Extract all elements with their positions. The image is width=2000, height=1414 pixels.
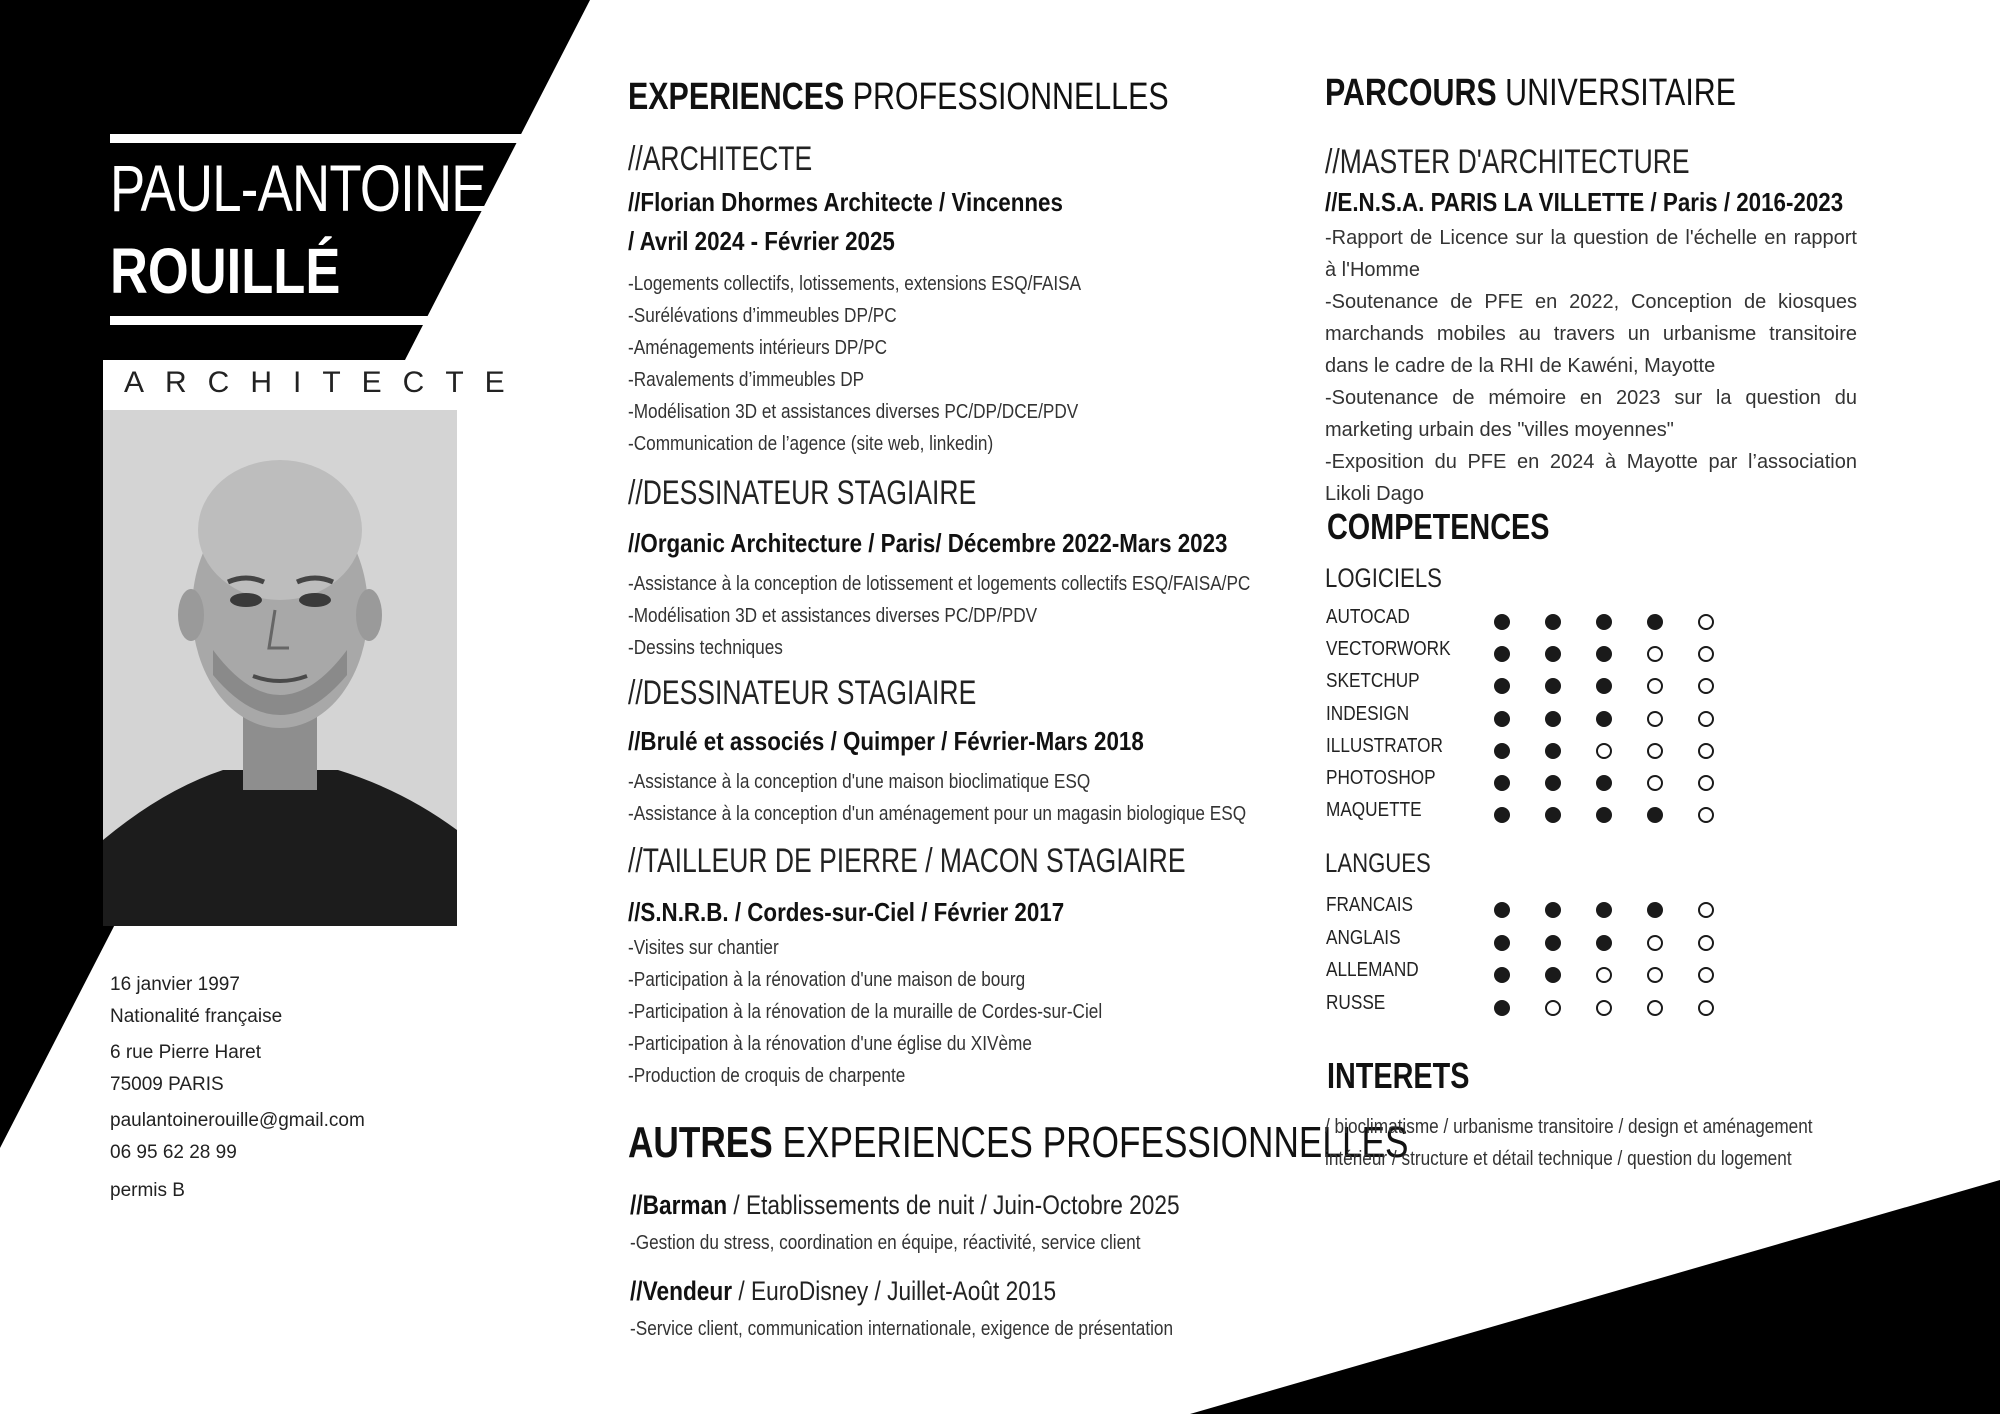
rating-dot-filled xyxy=(1494,967,1510,983)
rating-dot-empty xyxy=(1647,935,1663,951)
experience-tasks xyxy=(628,932,1179,1092)
profile-photo xyxy=(103,410,457,926)
experience-role: //DESSINATEUR STAGIAIRE xyxy=(628,674,977,712)
experiences-title-light: PROFESSIONNELLES xyxy=(852,76,1169,118)
rating-dot-filled xyxy=(1545,614,1561,630)
software-label: LOGICIELS xyxy=(1325,563,1442,593)
task-item: -Participation à la rénovation d'une maison de bourg xyxy=(628,969,1026,991)
rating-dot-filled xyxy=(1596,711,1612,727)
education-title xyxy=(1325,72,1736,115)
experiences-title-bold: EXPERIENCES xyxy=(628,76,845,118)
rating-dot-empty xyxy=(1647,711,1663,727)
phone[interactable]: 06 95 62 28 99 xyxy=(110,1142,237,1163)
other-experience-job xyxy=(630,1276,1056,1307)
education-item: -Rapport de Licence sur la question de l'échelle en rapport à l'Homme xyxy=(1325,227,1857,281)
experience-tasks xyxy=(628,568,1352,664)
skill-name: SKETCHUP xyxy=(1326,670,1420,693)
languages-label: LANGUES xyxy=(1325,848,1431,878)
rating-dot-empty xyxy=(1596,743,1612,759)
task-item: -Aménagements intérieurs DP/PC xyxy=(628,337,888,359)
skill-name: VECTORWORK xyxy=(1326,638,1451,661)
name-bottom-rule xyxy=(110,316,478,325)
task-item: -Visites sur chantier xyxy=(628,937,779,959)
rating-dot-empty xyxy=(1596,967,1612,983)
role-title: ARCHITECTE xyxy=(124,366,526,399)
task-item: -Surélévations d’immeubles DP/PC xyxy=(628,305,897,327)
rating-dot-empty xyxy=(1596,1000,1612,1016)
task-item: -Production de croquis de charpente xyxy=(628,1065,906,1087)
rating-dot-empty xyxy=(1647,967,1663,983)
bottom-right-black-corner xyxy=(1190,1180,2000,1414)
skill-name: ANGLAIS xyxy=(1326,926,1401,949)
address-line-1: 6 rue Pierre Haret xyxy=(110,1042,262,1063)
experience-tasks xyxy=(628,766,1347,830)
rating-dot-filled xyxy=(1596,775,1612,791)
rating-dot-empty xyxy=(1647,775,1663,791)
experience-company: //Organic Architecture / Paris/ Décembre 2022-Mars 2023 xyxy=(628,528,1228,558)
skill-name: RUSSE xyxy=(1326,991,1386,1014)
other-experience-desc: -Gestion du stress, coordination en équipe, réactivité, service client xyxy=(630,1232,1141,1254)
rating-dot-filled xyxy=(1545,902,1561,918)
rating-dot-filled xyxy=(1647,902,1663,918)
rating-dot-empty xyxy=(1647,1000,1663,1016)
experience-company: //S.N.R.B. / Cordes-sur-Ciel / Février 2017 xyxy=(628,897,1065,927)
skill-name: FRANCAIS xyxy=(1326,894,1413,916)
experience-role: //ARCHITECTE xyxy=(628,140,813,178)
rating-dot-empty xyxy=(1647,743,1663,759)
experience-company: //Brulé et associés / Quimper / Février-Mars 2018 xyxy=(628,726,1144,756)
education-school: //E.N.S.A. PARIS LA VILLETTE / Paris / 2016-2023 xyxy=(1325,187,1844,217)
rating-dot-filled xyxy=(1494,614,1510,630)
nationality: Nationalité française xyxy=(110,1006,283,1027)
task-item: -Assistance à la conception d'une maison bioclimatique ESQ xyxy=(628,771,1091,793)
task-item: -Participation à la rénovation de la muraille de Cordes-sur-Ciel xyxy=(628,1001,1103,1023)
skill-name: ILLUSTRATOR xyxy=(1326,734,1443,757)
portrait-image xyxy=(103,410,457,926)
experience-tasks xyxy=(628,268,1155,460)
experience-role: //TAILLEUR DE PIERRE / MACON STAGIAIRE xyxy=(628,842,1186,880)
interests-title-text: INTERETS xyxy=(1327,1055,1470,1096)
education-title-bold: PARCOURS xyxy=(1325,72,1497,114)
education-item: -Soutenance de mémoire en 2023 sur la question du marketing urbain des "villes moyennes" xyxy=(1325,387,1857,441)
task-item: -Dessins techniques xyxy=(628,637,783,659)
job-details: / EuroDisney / Juillet-Août 2015 xyxy=(732,1276,1057,1306)
experience-role: //DESSINATEUR STAGIAIRE xyxy=(628,474,977,512)
rating-dot-filled xyxy=(1494,711,1510,727)
birthdate: 16 janvier 1997 xyxy=(110,974,240,995)
driving-license: permis B xyxy=(110,1180,185,1201)
competences-title xyxy=(1327,506,1549,548)
rating-dot-filled xyxy=(1545,743,1561,759)
rating-dot-filled xyxy=(1494,935,1510,951)
rating-dot-filled xyxy=(1647,614,1663,630)
rating-dot-empty xyxy=(1698,902,1714,918)
task-item: -Ravalements d’immeubles DP xyxy=(628,369,865,391)
skill-name: PHOTOSHOP xyxy=(1326,767,1436,789)
rating-dot-filled xyxy=(1545,967,1561,983)
rating-dot-filled xyxy=(1596,902,1612,918)
rating-dot-filled xyxy=(1494,775,1510,791)
other-experience-job xyxy=(630,1190,1180,1221)
rating-dot-empty xyxy=(1698,967,1714,983)
education-degree: //MASTER D'ARCHITECTURE xyxy=(1325,143,1690,181)
experience-dates: / Avril 2024 - Février 2025 xyxy=(628,226,895,256)
rating-dot-empty xyxy=(1698,614,1714,630)
competences-title-text: COMPETENCES xyxy=(1327,506,1550,547)
education-title-light: UNIVERSITAIRE xyxy=(1505,72,1737,114)
task-item: -Modélisation 3D et assistances diverses PC/DP/PDV xyxy=(628,605,1038,627)
name-top-rule xyxy=(110,134,522,143)
education-item: -Exposition du PFE en 2024 à Mayotte par l’association Likoli Dago xyxy=(1325,451,1857,505)
job-title: //Vendeur xyxy=(630,1276,733,1306)
other-experiences-title xyxy=(628,1118,1408,1168)
education-item: -Soutenance de PFE en 2022, Conception de kiosques marchands mobiles au travers un urbanisme transitoire dans le cadre de la RHI de Kawéni, Mayotte xyxy=(1325,291,1857,377)
interests-title xyxy=(1327,1055,1469,1097)
task-item: -Participation à la rénovation d'une église du XIVème xyxy=(628,1033,1032,1055)
other-experiences-title-bold: AUTRES xyxy=(628,1118,773,1167)
skill-name: ALLEMAND xyxy=(1326,959,1419,981)
rating-dot-filled xyxy=(1494,1000,1510,1016)
education-items xyxy=(1325,222,1857,510)
interests-line-1: / bioclimatisme / urbanisme transitoire / design et aménagement xyxy=(1325,1116,1813,1138)
email[interactable]: paulantoinerouille@gmail.com xyxy=(110,1110,365,1131)
job-title: //Barman xyxy=(630,1190,728,1220)
rating-dot-filled xyxy=(1596,614,1612,630)
task-item: -Modélisation 3D et assistances diverses PC/DP/DCE/PDV xyxy=(628,401,1079,423)
last-name: ROUILLÉ xyxy=(110,235,341,307)
rating-dot-empty xyxy=(1698,743,1714,759)
rating-dot-empty xyxy=(1698,935,1714,951)
rating-dot-filled xyxy=(1545,935,1561,951)
rating-dot-empty xyxy=(1545,1000,1561,1016)
job-details: / Etablissements de nuit / Juin-Octobre 2025 xyxy=(727,1190,1180,1220)
experience-company: //Florian Dhormes Architecte / Vincennes xyxy=(628,187,1063,217)
rating-dot-filled xyxy=(1545,711,1561,727)
rating-dot-filled xyxy=(1545,775,1561,791)
interests-line-2: intérieur / structure et détail technique / question du logement xyxy=(1325,1148,1792,1170)
rating-dot-empty xyxy=(1698,775,1714,791)
task-item: -Assistance à la conception de lotissement et logements collectifs ESQ/FAISA/PC xyxy=(628,573,1251,595)
task-item: -Communication de l’agence (site web, linkedin) xyxy=(628,433,994,455)
address-line-2: 75009 PARIS xyxy=(110,1074,224,1095)
task-item: -Assistance à la conception d'un aménagement pour un magasin biologique ESQ xyxy=(628,803,1247,825)
skill-name: INDESIGN xyxy=(1326,702,1410,725)
rating-dot-filled xyxy=(1494,902,1510,918)
skill-name: MAQUETTE xyxy=(1326,799,1422,822)
rating-dot-filled xyxy=(1596,935,1612,951)
first-name: PAUL-ANTOINE xyxy=(110,151,486,225)
other-experience-desc: -Service client, communication internationale, exigence de présentation xyxy=(630,1318,1174,1340)
task-item: -Logements collectifs, lotissements, extensions ESQ/FAISA xyxy=(628,273,1082,295)
other-experiences-title-light: EXPERIENCES PROFESSIONNELLES xyxy=(782,1118,1409,1167)
rating-dot-empty xyxy=(1698,711,1714,727)
experiences-title xyxy=(628,76,1169,119)
rating-dot-empty xyxy=(1698,1000,1714,1016)
skill-name: AUTOCAD xyxy=(1326,606,1410,628)
rating-dot-filled xyxy=(1494,743,1510,759)
